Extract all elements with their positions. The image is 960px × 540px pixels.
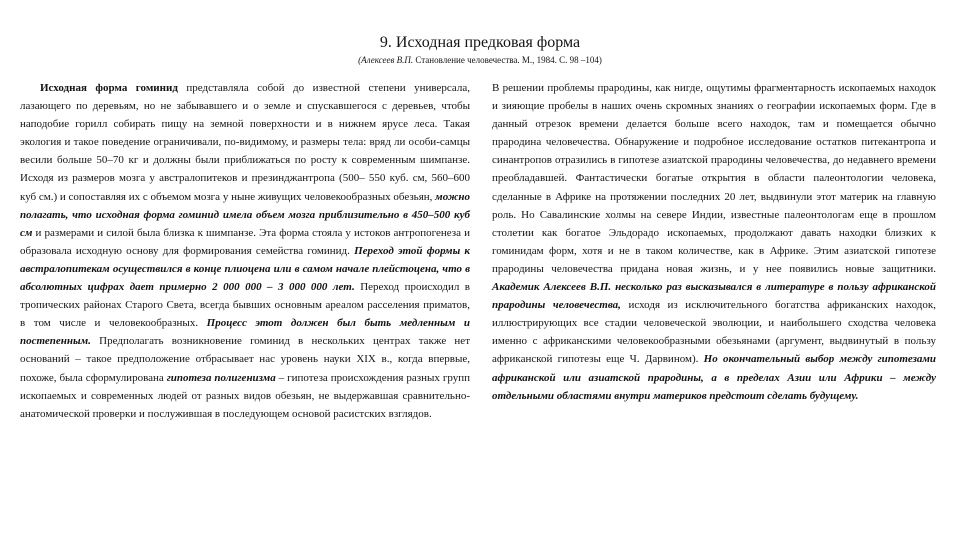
emphasis-gradual-process: Процесс этот должен был быть медленным и постепенным.	[20, 317, 470, 348]
citation-author: (Алексеев В.П.	[358, 55, 414, 65]
term-initial-form: Исходная форма гоминид	[40, 82, 178, 94]
text-run: исходя из исключительного богатства африканских находок, иллюстрирующих все стадии человеческой эволюции, и наибольшего сходства человека именно с африканскими человекообразными обезьянами (аргумент, выдвинутый в пользу африканской гипотезы еще Ч. Дарвином).	[492, 299, 937, 366]
text-run: Предполагать возникновение гоминид в нескольких центрах также нет оснований – такое предположение отбрасывает нас уровень науки XIX в., когда впервые, похоже, была сформулирована	[20, 335, 470, 384]
emphasis-transition: Переход этой формы к австралопитекам осуществился в конце плиоцена или в самом начале плейстоцена, что в абсолютных цифрах дает примерно 2 000 000 – 3 000 000 лет.	[20, 244, 470, 294]
term-polygenism: гипотеза полигенизма	[166, 371, 276, 384]
left-paragraph	[20, 79, 470, 423]
source-citation	[0, 55, 960, 66]
left-column	[20, 79, 470, 423]
right-paragraph	[492, 79, 936, 405]
right-column	[492, 79, 936, 405]
text-run: и размерами и силой была близка к шимпанзе. Эта форма стояла у истоков антропогенеза и образовала исходную основу для формирования семейства гоминид.	[20, 226, 470, 257]
page-title: 9. Исходная предковая форма	[379, 34, 581, 51]
emphasis-final-choice: Но окончательный выбор между гипотезами африканской или азиатской прародины, а в пределах Азии или Африки – между отдельными областями внутри материков предстоит сделать будущему.	[492, 353, 937, 402]
emphasis-brain-volume: можно полагать, что исходная форма гоминид имела объем мозга приблизительно в 450–500 куб см	[20, 190, 470, 239]
text-run: представляла собой до известной степени универсала, лазающего по деревьям, но не забывавшего и о земле и спускавшегося с деревьев, чтобы наподобие горилл собирать пищу на земной поверхности и в нижнем ярусе леса. Такая экология и такое поведение ограничивали, по-видимому, и размеры тела: вряд ли особи-самцы весили больше 50–70 кг и должны были приближаться по росту к современным шимпанзе. Исходя из размеров мозга у австралопитеков и презинджантропа (500– 550 куб. см, 560–600 куб см.) и сопоставляя их с объемом мозга у ныне живущих человекообразных обезьян,	[20, 82, 470, 203]
text-run: – гипотеза происхождения разных групп ископаемых и современных людей от разных видов обезьян, не выдержавшая сравнительно-анатомической проверки и послужившая в последующем основой расистских взглядов.	[20, 371, 470, 420]
text-run: В решении проблемы прародины, как нигде, ощутимы фрагментарность ископаемых находок и зияющие пробелы в наших очень скромных знаниях о географии ископаемых форм. Где в данный отрезок времени делается больше всего находок, там и помещается обычно прародина человечества. Обнаружение и подробное исследование остатков питекантропа и синантропов отразились в гипотезе азиатской прародины человечества, до недавнего времени преобладавшей. Фантастически богатые открытия в области палеонтологии человека, сделанные в Африке на протяжении последних 20 лет, выдвинули этот материк на главную роль. Но Савалинские холмы на севере Индии, известные палеонтологам еще в прошлом столетии как богатое Эльдорадо ископаемых, продолжают давать находки близких к гоминидам форм, хотя и не в таком количестве, как в Африке. Этим азиатской гипотезе прародины человечества придана новая жизнь, и у нее появились новые защитники.	[492, 82, 936, 275]
text-run: Переход происходил в тропических районах Старого Света, всегда бывших основным ареалом расселения приматов, в том числе и человекообразных.	[20, 281, 470, 330]
citation-details: Становление человечества. М., 1984. С. 98 –104)	[415, 55, 602, 65]
emphasis-alekseev: Академик Алексеев В.П. несколько раз высказывался в литературе в пользу африканской прародины человечества,	[492, 281, 936, 312]
